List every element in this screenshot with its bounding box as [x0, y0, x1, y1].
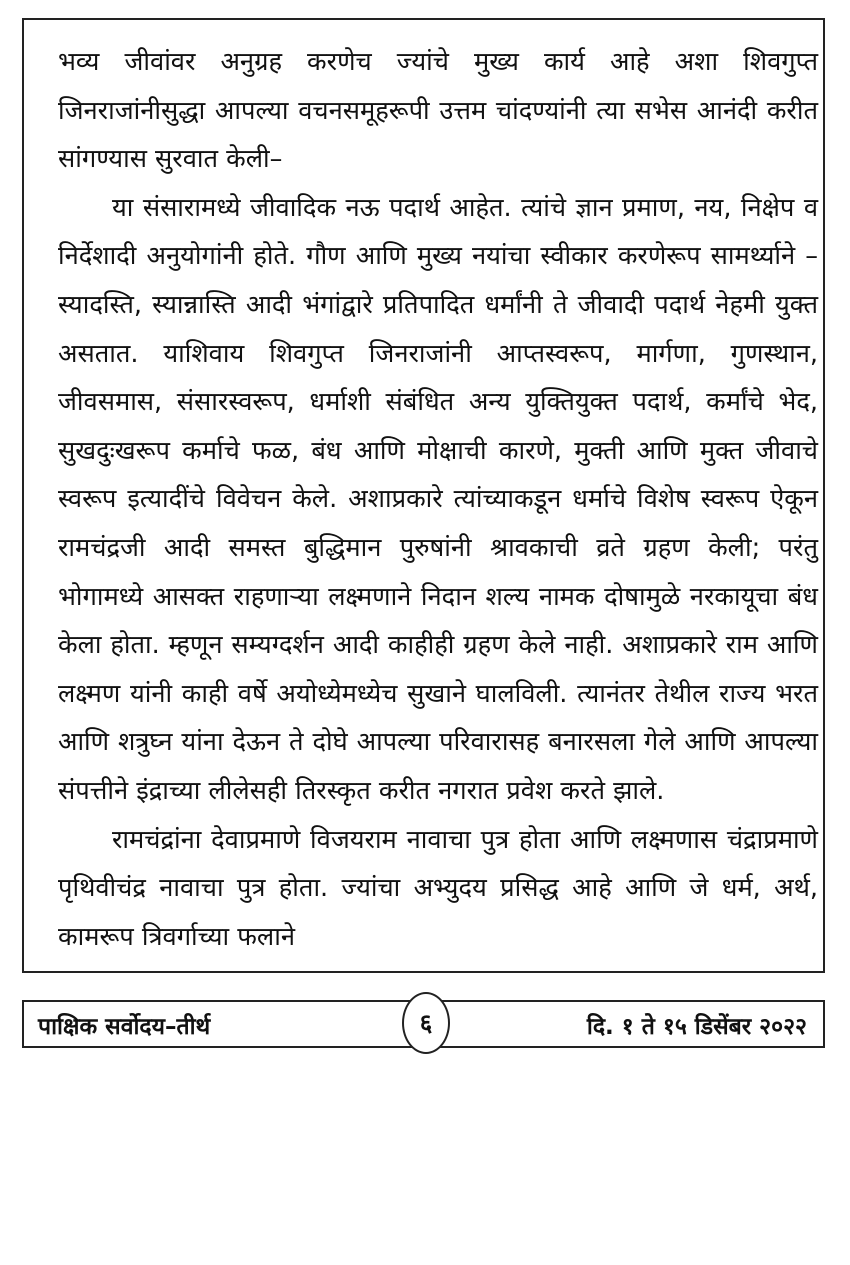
page-number: ६ [402, 992, 450, 1054]
paragraph: या संसारामध्ये जीवादिक नऊ पदार्थ आहेत. त्यांचे ज्ञान प्रमाण, नय, निक्षेप व निर्देशादी अनुयोगांनी होते. गौण आणि मुख्य नयांचा स्वीकार करणेरूप सामर्थ्याने – स्यादस्ति, स्यान्नास्ति आदी भंगांद्वारे प्रतिपादित धर्मांनी ते जीवादी पदार्थ नेहमी युक्त असतात. याशिवाय शिवगुप्त जिनराजांनी आप्तस्वरूप, मार्गणा, गुणस्थान, जीवसमास, संसारस्वरूप, धर्माशी संबंधित अन्य युक्तियुक्त पदार्थ, कर्मांचे भेद, सुखदुःखरूप कर्माचे फळ, बंध आणि मोक्षाची कारणे, मुक्ती आणि मुक्त जीवाचे स्वरूप इत्यादींचे विवेचन केले. अशाप्रकारे त्यांच्याकडून धर्माचे विशेष स्वरूप ऐकून रामचंद्रजी आदी समस्त बुद्धिमान पुरुषांनी श्रावकाची व्रते ग्रहण केली; परंतु भोगामध्ये आसक्त राहणाऱ्या लक्ष्मणाने निदान शल्य नामक दोषामुळे नरकायूचा बंध केला होता. म्हणून सम्यग्दर्शन आदी काहीही ग्रहण केले नाही. अशाप्रकारे राम आणि लक्ष्मण यांनी काही वर्षे अयोध्येमध्येच सुखाने घालविली. त्यानंतर तेथील राज्य भरत आणि शत्रुघ्न यांना देऊन ते दोघे आपल्या परिवारासह बनारसला गेले आणि आपल्या संपत्तीने इंद्राच्या लीलेसही तिरस्कृत करीत नगरात प्रवेश करते झाले. [58, 192, 818, 806]
publication-title: पाक्षिक सर्वोदय–तीर्थ [38, 1014, 211, 1040]
content-border [22, 18, 825, 973]
issue-date: दि. १ ते १५ डिसेंबर २०२२ [586, 1014, 807, 1040]
paragraph: भव्य जीवांवर अनुग्रह करणेच ज्यांचे मुख्य कार्य आहे अशा शिवगुप्त जिनराजांनीसुद्धा आपल्या वचनसमूहरूपी उत्तम चांदण्यांनी त्या सभेस आनंदी करीत सांगण्यास सुरवात केली– [58, 47, 818, 175]
paragraph: रामचंद्रांना देवाप्रमाणे विजयराम नावाचा पुत्र होता आणि लक्ष्मणास चंद्राप्रमाणे पृथिवीचंद्र नावाचा पुत्र होता. ज्यांचा अभ्युदय प्रसिद्ध आहे आणि जे धर्म, अर्थ, कामरूप त्रिवर्गाच्या फलाने [58, 824, 818, 952]
body-text [58, 38, 818, 961]
